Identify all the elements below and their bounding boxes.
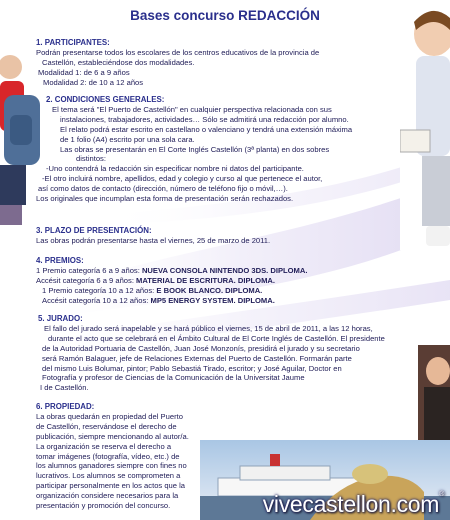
section-participants	[36, 38, 319, 88]
body-line: de 1 folio (A4) escrito por una sola cara.	[60, 134, 195, 144]
body-line: así como datos de contacto (dirección, número de teléfono fijo o móvil,…).	[38, 184, 288, 194]
logo-text: vivecastellon.com	[262, 491, 440, 517]
prize-line	[36, 276, 307, 286]
body-line: I de Castellón.	[40, 383, 89, 393]
body-line: El tema será "El Puerto de Castellón" en cualquier perspectiva relacionada con sus	[52, 104, 332, 114]
body-line: Modalidad 1: de 6 a 9 años	[38, 67, 130, 77]
body-line: instalaciones, trabajadores, actividades… Sólo se admitirá una redacción por alumno.	[60, 114, 349, 124]
section-heading: 5. JURADO:	[38, 314, 83, 323]
prize-name: MP5 ENERGY SYSTEM. DIPLOMA.	[150, 295, 275, 305]
page-title: Bases concurso REDACCIÓN	[130, 8, 320, 23]
prize-label: 1 Premio categoría 6 a 9 años:	[36, 265, 142, 275]
body-line: publicación, siempre mencionando al autor/a.	[36, 431, 189, 441]
prize-line	[36, 296, 307, 306]
prize-label: Accésit categoría 6 a 9 años:	[36, 275, 137, 285]
body-line: El relato podrá estar escrito en castellano o valenciano y tendrá una extensión máxima	[60, 124, 353, 134]
body-line: Podrán presentarse todos los escolares de los centros educativos de la provincia de	[36, 47, 320, 57]
body-line: de Castellón, reservándose el derecho de	[36, 421, 177, 431]
prize-line	[36, 286, 307, 296]
section-heading: 3. PLAZO DE PRESENTACIÓN:	[36, 226, 152, 235]
body-line: El fallo del jurado será inapelable y se hará público el viernes, 15 de abril de 2011, a las 12 horas,	[44, 323, 373, 333]
section-conditions	[36, 95, 353, 204]
body-line: distintos:	[76, 154, 106, 164]
section-prizes	[36, 256, 307, 306]
body-line: de la Autoridad Portuaria de Castellón, Juan José Monzonís, presidirá el jurado y su secretario	[42, 343, 360, 353]
section-jury	[38, 314, 385, 393]
prize-line	[36, 266, 307, 276]
section-property	[36, 402, 189, 511]
section-heading: 1. PARTICIPANTES:	[36, 38, 110, 47]
registered-mark: ®	[439, 491, 444, 498]
body-line: Las obras se presentarán en El Corte Inglés Castellón (3ª planta) en dos sobres	[60, 144, 330, 154]
prize-name: E BOOK BLANCO. DIPLOMA.	[156, 285, 263, 295]
body-line: La obras quedarán en propiedad del Puerto	[36, 411, 183, 421]
body-line: será Ramón Balaguer, jefe de Relaciones Externas del Puerto de Castellón. Formarán parte	[42, 353, 352, 363]
body-line: del mismo Luis Bolumar, pintor; Pablo Sebastiá Tirado, escritor; y José Aguilar, Doctor en	[42, 363, 342, 373]
body-line: -Uno contendrá la redacción sin especificar nombre ni datos del participante.	[46, 164, 304, 174]
prize-name: MATERIAL DE ESCRITURA. DIPLOMA.	[136, 275, 275, 285]
section-heading: 2. CONDICIONES GENERALES:	[46, 95, 165, 104]
prize-name: NUEVA CONSOLA NINTENDO 3DS. DIPLOMA.	[141, 265, 308, 275]
section-heading: 4. PREMIOS:	[36, 256, 84, 265]
vivecastellon-logo	[263, 491, 444, 518]
body-line: lucrativos. Los alumnos se comprometen a	[36, 471, 181, 481]
body-line: participar personalmente en los actos que la	[36, 481, 186, 491]
body-line: durante el acto que se celebrará en el Ámbito Cultural de El Corte Inglés de Castellón. El presidente	[48, 333, 385, 343]
boy-reading-image	[400, 0, 450, 250]
body-line: organización considere necesarios para la	[36, 491, 179, 501]
section-heading: 6. PROPIEDAD:	[36, 402, 95, 411]
body-line: presentación y promoción del concurso.	[36, 501, 171, 511]
body-line: Las obras podrán presentarse hasta el viernes, 25 de marzo de 2011.	[36, 235, 271, 245]
section-deadline	[36, 226, 270, 246]
body-line: los alumnos ganadores siempre con fines no	[36, 461, 187, 471]
prize-label: 1 Premio categoría 10 a 12 años:	[42, 285, 157, 295]
body-line: Los originales que incumplan esta forma de presentación serán rechazados.	[36, 194, 294, 204]
prize-label: Accésit categoría 10 a 12 años:	[42, 295, 151, 305]
body-line: Fotografía y profesor de Ciencias de la Comunicación de la Universitat Jaume	[42, 373, 305, 383]
body-line: La organización se reserva el derecho a	[36, 441, 172, 451]
body-line: Modalidad 2: de 10 a 12 años	[43, 77, 144, 87]
body-line: -El otro incluirá nombre, apellidos, edad y colegio y curso al que pertenece el autor,	[42, 174, 323, 184]
body-line: tomar imágenes (fotografía, vídeo, etc.) de	[36, 451, 180, 461]
body-line: Castellón, estableciéndose dos modalidades.	[42, 57, 195, 67]
